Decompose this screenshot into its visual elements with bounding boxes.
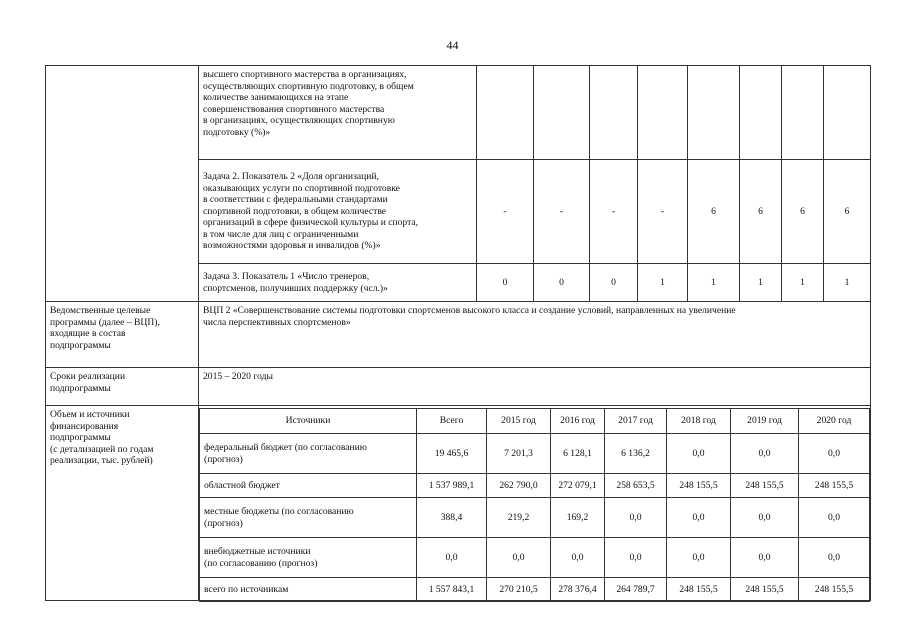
text-line: реализации, тыс. рублей): [50, 455, 153, 466]
amount-cell: 6 136,2: [605, 434, 667, 474]
text-line: всего по источникам: [204, 583, 289, 595]
amount-cell: 0,0: [487, 538, 551, 578]
text-line: программы (далее – ВЦП),: [50, 316, 160, 328]
indicator-value: 1: [740, 264, 782, 302]
amount-cell: 272 079,1: [551, 474, 605, 498]
amount-cell: 248 155,5: [731, 578, 799, 602]
indicator-value: [740, 66, 782, 160]
indicator-value: -: [638, 160, 688, 264]
text-line: (по согласованию (прогноз): [204, 557, 318, 569]
vcp-text: [199, 302, 871, 368]
header-year: 2015 год: [487, 409, 551, 434]
header-sources: Источники: [200, 409, 417, 434]
text-line: совершенствования спортивного мастерства: [203, 103, 385, 115]
text-line: спортсменов, получивших поддержку (чсл.)»: [203, 282, 388, 294]
amount-cell: 0,0: [799, 498, 870, 538]
amount-cell: 0,0: [667, 498, 731, 538]
page-number: 44: [446, 38, 459, 52]
text-line: организаций в сфере физической культуры и спорта,: [203, 217, 419, 229]
amount-cell: 264 789,7: [605, 578, 667, 602]
indicator-value: [590, 66, 638, 160]
header-year: 2016 год: [551, 409, 605, 434]
amount-cell: 258 653,5: [605, 474, 667, 498]
source-name: [200, 578, 417, 602]
amount-cell: 0,0: [667, 434, 731, 474]
text-line: подготовку (%)»: [203, 126, 271, 138]
financing-total-row: [200, 578, 870, 602]
text-line: Сроки реализации: [50, 371, 126, 382]
amount-cell: 1 537 989,1: [417, 474, 487, 498]
indicator-value: 0: [477, 264, 534, 302]
header-year: 2018 год: [667, 409, 731, 434]
indicator-value: 6: [782, 160, 824, 264]
text-line: количестве занимающихся на этапе: [203, 92, 349, 103]
financing-label: [46, 406, 199, 601]
indicator-text: [199, 66, 477, 160]
text-line: в организациях, осуществляющих спортивную: [203, 115, 395, 126]
amount-cell: 1 557 843,1: [417, 578, 487, 602]
header-total: Всего: [417, 409, 487, 434]
text-line: Задача 3. Показатель 1 «Число тренеров,: [203, 271, 370, 282]
amount-cell: 0,0: [731, 498, 799, 538]
vcp-label: [46, 302, 199, 368]
indicator-value: 1: [638, 264, 688, 302]
indicator-value: 1: [782, 264, 824, 302]
amount-cell: 0,0: [417, 538, 487, 578]
source-name: [200, 434, 417, 474]
text-line: внебюджетные источники: [204, 546, 311, 557]
amount-cell: 262 790,0: [487, 474, 551, 498]
indicator-value: 6: [688, 160, 740, 264]
indicator-value: 6: [824, 160, 871, 264]
header-year: 2019 год: [731, 409, 799, 434]
amount-cell: 248 155,5: [799, 474, 870, 498]
amount-cell: 19 465,6: [417, 434, 487, 474]
amount-cell: 0,0: [605, 538, 667, 578]
text-line: подпрограммы: [50, 382, 111, 394]
financing-data-row: [200, 474, 870, 498]
text-line: Задача 2. Показатель 2 «Доля организаций,: [203, 171, 379, 183]
amount-cell: 6 128,1: [551, 434, 605, 474]
amount-cell: 0,0: [605, 498, 667, 538]
financing-data-row: [200, 538, 870, 578]
text-line: финансирования: [50, 420, 119, 432]
indicator-value: 1: [688, 264, 740, 302]
amount-cell: 248 155,5: [731, 474, 799, 498]
amount-cell: 169,2: [551, 498, 605, 538]
amount-cell: 388,4: [417, 498, 487, 538]
text-line: (прогноз): [204, 453, 243, 465]
text-line: (прогноз): [204, 517, 243, 529]
indicator-value: -: [534, 160, 590, 264]
indicator-text: [199, 160, 477, 264]
amount-cell: 270 210,5: [487, 578, 551, 602]
amount-cell: 248 155,5: [667, 474, 731, 498]
financing-data-row: [200, 498, 870, 538]
text-line: спортивной подготовки, в общем количестве: [203, 205, 387, 217]
financing-data-row: [200, 434, 870, 474]
text-line: областной бюджет: [204, 479, 280, 491]
indicator-value: 1: [824, 264, 871, 302]
text-line: федеральный бюджет (по согласованию: [204, 442, 367, 453]
indicator-text: [199, 264, 477, 302]
amount-cell: 0,0: [667, 538, 731, 578]
amount-cell: 248 155,5: [667, 578, 731, 602]
amount-cell: 0,0: [551, 538, 605, 578]
amount-cell: 248 155,5: [799, 578, 870, 602]
financing-table: [199, 408, 870, 602]
indicator-value: [824, 66, 871, 160]
text-line: Объем и источники: [50, 409, 130, 420]
source-name: [200, 474, 417, 498]
text-line: в соответствии с федеральными стандартами: [203, 194, 388, 206]
indicator-value: [782, 66, 824, 160]
text-line: Ведомственные целевые: [50, 305, 151, 316]
indicator-value: -: [590, 160, 638, 264]
terms-label: [46, 368, 199, 406]
text-line: подпрограммы: [50, 339, 111, 351]
indicator-value: -: [477, 160, 534, 264]
indicator-value: 0: [534, 264, 590, 302]
amount-cell: 278 376,4: [551, 578, 605, 602]
text-line: в том числе для лиц с ограниченными: [203, 228, 359, 240]
amount-cell: 0,0: [799, 538, 870, 578]
amount-cell: 0,0: [799, 434, 870, 474]
indicator-row: [46, 66, 871, 160]
amount-cell: 0,0: [731, 538, 799, 578]
text-line: (с детализацией по годам: [50, 443, 154, 455]
indicator-value: [688, 66, 740, 160]
text-line: подпрограммы: [50, 432, 111, 443]
indicator-value: [638, 66, 688, 160]
text-line: числа перспективных спортсменов»: [203, 316, 351, 328]
header-year: 2017 год: [605, 409, 667, 434]
indicator-value: [477, 66, 534, 160]
indicator-value: 0: [590, 264, 638, 302]
indicator-value: [534, 66, 590, 160]
amount-cell: 7 201,3: [487, 434, 551, 474]
amount-cell: 0,0: [731, 434, 799, 474]
amount-cell: 219,2: [487, 498, 551, 538]
text-line: высшего спортивного мастерства в организациях,: [203, 69, 407, 80]
indicator-value: 6: [740, 160, 782, 264]
terms-value: 2015 – 2020 годы: [199, 368, 871, 406]
text-line: местные бюджеты (по согласованию: [204, 506, 354, 517]
vcp-row: [46, 302, 871, 368]
source-name: [200, 498, 417, 538]
text-line: оказывающих услуги по спортивной подготовке: [203, 182, 400, 194]
text-line: осуществляющих спортивную подготовку, в общем: [203, 80, 414, 92]
header-year: 2020 год: [799, 409, 870, 434]
terms-row: [46, 368, 871, 406]
text-line: входящие в состав: [50, 328, 126, 339]
source-name: [200, 538, 417, 578]
financing-header-row: [200, 409, 870, 434]
text-line: возможностями здоровья и инвалидов (%)»: [203, 240, 381, 252]
section-label-empty: [46, 66, 199, 302]
text-line: ВЦП 2 «Совершенствование системы подготовки спортсменов высокого класса и создание условий, направленных на увеличение: [203, 305, 736, 316]
